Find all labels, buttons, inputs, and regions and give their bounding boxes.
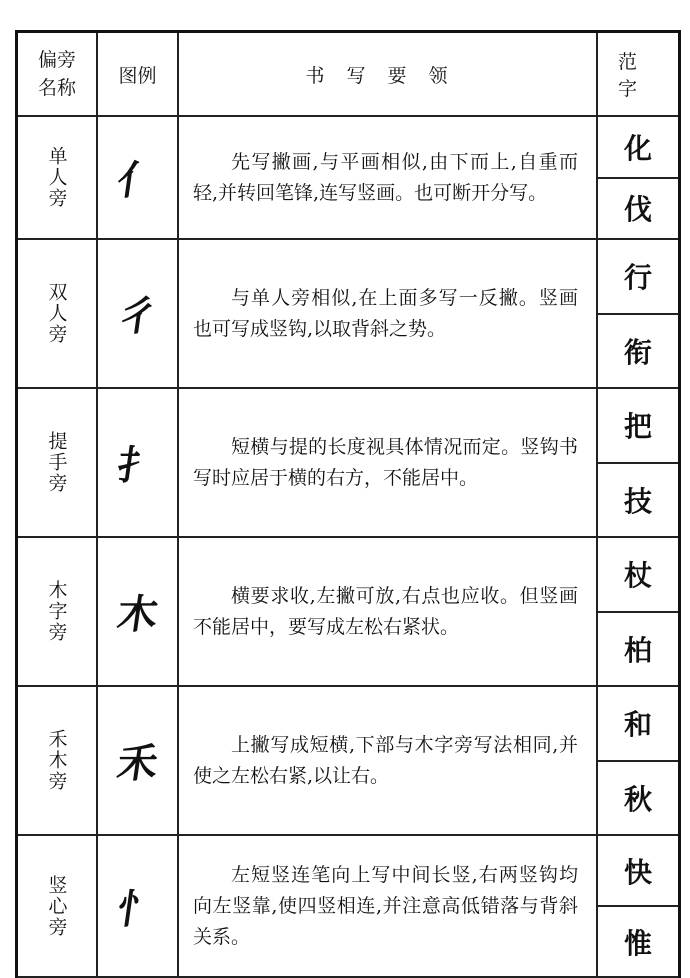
table-row (18, 836, 678, 978)
example-glyph: 彳 (113, 293, 161, 340)
header-name-line2: 名称 (37, 77, 76, 99)
description-text: 与单人旁相似,在上面多写一反撇。竖画也可写成竖钩,以取背斜之势。 (193, 286, 578, 340)
example-cell (98, 240, 179, 387)
sample-char: 快 (598, 836, 678, 907)
sample-char: 把 (598, 389, 678, 464)
radical-name: 禾木旁 (18, 687, 98, 834)
sample-char: 杖 (598, 538, 678, 613)
example-cell (98, 117, 179, 238)
sample-char: 秋 (623, 782, 652, 816)
sample-char: 化 (598, 117, 678, 179)
example-glyph: 木 (113, 591, 161, 638)
description-cell (179, 389, 598, 536)
samples-cell (598, 389, 678, 536)
table-row (18, 538, 678, 687)
example-cell (98, 687, 179, 834)
example-glyph: 忄 (113, 885, 161, 933)
sample-char: 技 (623, 484, 652, 518)
table-row (18, 687, 678, 836)
header-samples: 范字 (618, 51, 660, 100)
description-text: 上撇写成短横,下部与木字旁写法相同,并使之左松右紧,以让右。 (193, 733, 578, 787)
radical-name: 木字旁 (18, 538, 98, 685)
sample-char: 行 (598, 240, 678, 315)
sample-char: 柏 (623, 633, 652, 667)
samples-cell (598, 240, 678, 387)
example-glyph: 禾 (113, 740, 161, 787)
description-cell (179, 538, 598, 685)
radical-name: 竖心旁 (18, 836, 98, 976)
example-cell (98, 538, 179, 685)
description-text: 横要求收,左撇可放,右点也应收。但竖画不能居中，要写成左松右紧状。 (193, 584, 578, 638)
example-cell (98, 389, 179, 536)
table-row (18, 117, 678, 240)
radicals-table (15, 30, 681, 978)
table-row (18, 240, 678, 389)
table-row (18, 389, 678, 538)
description-cell (179, 240, 598, 387)
example-cell (98, 836, 179, 976)
radical-name: 单人旁 (18, 117, 98, 238)
sample-char: 衔 (623, 335, 652, 369)
radical-name: 提手旁 (18, 389, 98, 536)
table-header (18, 33, 678, 117)
header-name-line1: 偏旁 (37, 49, 76, 71)
header-example: 图例 (98, 33, 179, 115)
sample-char: 和 (598, 687, 678, 762)
description-cell (179, 687, 598, 834)
example-glyph: 扌 (113, 442, 161, 489)
samples-cell (598, 836, 678, 976)
description-cell (179, 836, 598, 976)
description-text: 先写撇画,与平画相似,由下而上,自重而轻,并转回笔锋,连写竖画。也可断开分写。 (193, 150, 578, 204)
samples-cell (598, 687, 678, 834)
example-glyph: 亻 (113, 157, 161, 204)
samples-cell (598, 538, 678, 685)
header-tips: 书写要领 (179, 33, 598, 115)
description-text: 左短竖连笔向上写中间长竖,右两竖钩均向左竖靠,使四竖相连,并注意高低错落与背斜关系。 (193, 863, 578, 948)
description-cell (179, 117, 598, 238)
description-text: 短横与提的长度视具体情况而定。竖钩书写时应居于横的右方，不能居中。 (193, 435, 578, 489)
sample-char: 伐 (623, 193, 652, 227)
radical-name: 双人旁 (18, 240, 98, 387)
sample-char: 惟 (623, 926, 652, 960)
header-radical-name (18, 33, 98, 115)
samples-cell (598, 117, 678, 238)
